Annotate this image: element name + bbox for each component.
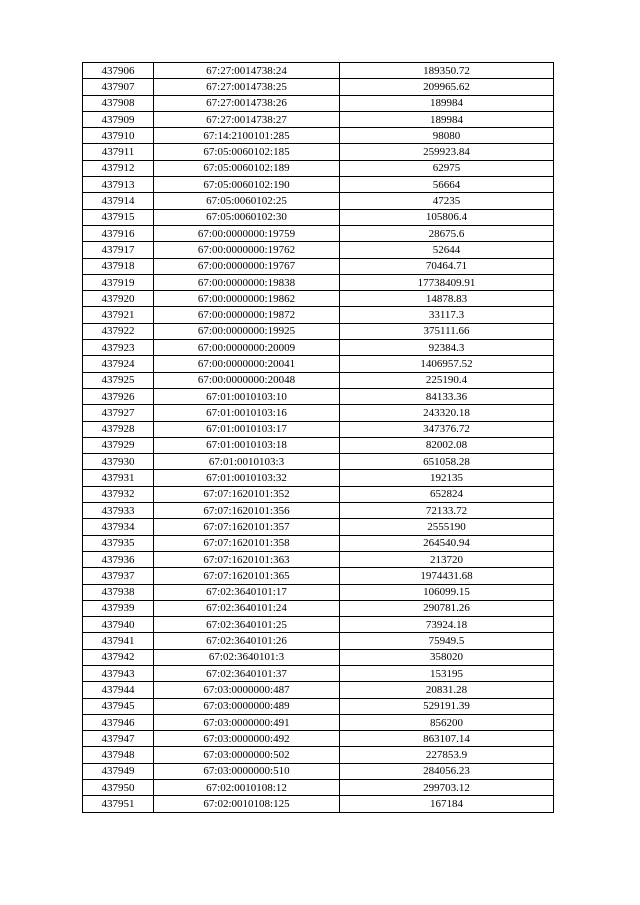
cadastral-number-cell: 67:02:0010108:12 — [154, 780, 340, 796]
table-row — [83, 274, 554, 290]
table-row — [83, 63, 554, 79]
row-number-cell: 437939 — [83, 600, 154, 616]
table-row — [83, 225, 554, 241]
value-cell: 299703.12 — [340, 780, 554, 796]
cadastral-number-cell: 67:02:3640101:25 — [154, 617, 340, 633]
value-cell: 167184 — [340, 796, 554, 812]
cadastral-number-cell: 67:00:0000000:19759 — [154, 225, 340, 241]
cadastral-number-cell: 67:05:0060102:190 — [154, 177, 340, 193]
table-row — [83, 600, 554, 616]
row-number-cell: 437921 — [83, 307, 154, 323]
cadastral-number-cell: 67:01:0010103:17 — [154, 421, 340, 437]
table-row — [83, 356, 554, 372]
row-number-cell: 437935 — [83, 535, 154, 551]
value-cell: 290781.26 — [340, 600, 554, 616]
table-row — [83, 470, 554, 486]
table-row — [83, 617, 554, 633]
table-row — [83, 177, 554, 193]
table-row — [83, 731, 554, 747]
cadastral-number-cell: 67:02:3640101:3 — [154, 649, 340, 665]
row-number-cell: 437931 — [83, 470, 154, 486]
cadastral-number-cell: 67:00:0000000:20009 — [154, 340, 340, 356]
cadastral-number-cell: 67:01:0010103:18 — [154, 437, 340, 453]
value-cell: 14878.83 — [340, 291, 554, 307]
row-number-cell: 437928 — [83, 421, 154, 437]
row-number-cell: 437910 — [83, 128, 154, 144]
cadastral-number-cell: 67:00:0000000:19767 — [154, 258, 340, 274]
value-cell: 82002.08 — [340, 437, 554, 453]
table-row — [83, 258, 554, 274]
cadastral-number-cell: 67:03:0000000:492 — [154, 731, 340, 747]
value-cell: 72133.72 — [340, 503, 554, 519]
table-row — [83, 780, 554, 796]
table-row — [83, 454, 554, 470]
value-cell: 2555190 — [340, 519, 554, 535]
row-number-cell: 437942 — [83, 649, 154, 665]
table-row — [83, 323, 554, 339]
table-row — [83, 144, 554, 160]
value-cell: 651058.28 — [340, 454, 554, 470]
value-cell: 20831.28 — [340, 682, 554, 698]
cadastral-number-cell: 67:07:1620101:363 — [154, 551, 340, 567]
row-number-cell: 437947 — [83, 731, 154, 747]
value-cell: 225190.4 — [340, 372, 554, 388]
value-cell: 47235 — [340, 193, 554, 209]
cadastral-number-cell: 67:27:0014738:24 — [154, 63, 340, 79]
table-row — [83, 307, 554, 323]
row-number-cell: 437951 — [83, 796, 154, 812]
value-cell: 92384.3 — [340, 340, 554, 356]
cadastral-number-cell: 67:00:0000000:20048 — [154, 372, 340, 388]
table-row — [83, 372, 554, 388]
value-cell: 17738409.91 — [340, 274, 554, 290]
row-number-cell: 437923 — [83, 340, 154, 356]
table-row — [83, 79, 554, 95]
value-cell: 98080 — [340, 128, 554, 144]
row-number-cell: 437950 — [83, 780, 154, 796]
value-cell: 189984 — [340, 111, 554, 127]
cadastral-number-cell: 67:27:0014738:27 — [154, 111, 340, 127]
cadastral-number-cell: 67:00:0000000:19872 — [154, 307, 340, 323]
row-number-cell: 437920 — [83, 291, 154, 307]
row-number-cell: 437946 — [83, 714, 154, 730]
table-row — [83, 193, 554, 209]
data-table — [82, 62, 554, 813]
row-number-cell: 437933 — [83, 503, 154, 519]
table-row — [83, 486, 554, 502]
row-number-cell: 437915 — [83, 209, 154, 225]
table-row — [83, 714, 554, 730]
row-number-cell: 437949 — [83, 763, 154, 779]
cadastral-number-cell: 67:01:0010103:16 — [154, 405, 340, 421]
table-row — [83, 340, 554, 356]
row-number-cell: 437929 — [83, 437, 154, 453]
row-number-cell: 437914 — [83, 193, 154, 209]
cadastral-number-cell: 67:03:0000000:487 — [154, 682, 340, 698]
table-row — [83, 209, 554, 225]
table-row — [83, 551, 554, 567]
value-cell: 1406957.52 — [340, 356, 554, 372]
row-number-cell: 437934 — [83, 519, 154, 535]
value-cell: 33117.3 — [340, 307, 554, 323]
value-cell: 56664 — [340, 177, 554, 193]
cadastral-number-cell: 67:01:0010103:10 — [154, 388, 340, 404]
cadastral-number-cell: 67:05:0060102:189 — [154, 160, 340, 176]
value-cell: 284056.23 — [340, 763, 554, 779]
row-number-cell: 437937 — [83, 568, 154, 584]
cadastral-number-cell: 67:03:0000000:489 — [154, 698, 340, 714]
cadastral-number-cell: 67:02:3640101:37 — [154, 665, 340, 681]
cadastral-number-cell: 67:05:0060102:25 — [154, 193, 340, 209]
table-row — [83, 421, 554, 437]
row-number-cell: 437926 — [83, 388, 154, 404]
cadastral-number-cell: 67:07:1620101:358 — [154, 535, 340, 551]
row-number-cell: 437911 — [83, 144, 154, 160]
table-row — [83, 291, 554, 307]
table-row — [83, 682, 554, 698]
cadastral-number-cell: 67:00:0000000:19925 — [154, 323, 340, 339]
cadastral-number-cell: 67:01:0010103:32 — [154, 470, 340, 486]
value-cell: 52644 — [340, 242, 554, 258]
value-cell: 529191.39 — [340, 698, 554, 714]
row-number-cell: 437916 — [83, 225, 154, 241]
cadastral-number-cell: 67:03:0000000:502 — [154, 747, 340, 763]
value-cell: 347376.72 — [340, 421, 554, 437]
table-row — [83, 95, 554, 111]
value-cell: 259923.84 — [340, 144, 554, 160]
table-row — [83, 128, 554, 144]
value-cell: 106099.15 — [340, 584, 554, 600]
table-row — [83, 405, 554, 421]
cadastral-number-cell: 67:00:0000000:19862 — [154, 291, 340, 307]
cadastral-number-cell: 67:00:0000000:19762 — [154, 242, 340, 258]
table-row — [83, 388, 554, 404]
table-row — [83, 568, 554, 584]
value-cell: 153195 — [340, 665, 554, 681]
cadastral-number-cell: 67:05:0060102:30 — [154, 209, 340, 225]
row-number-cell: 437941 — [83, 633, 154, 649]
table-row — [83, 796, 554, 812]
value-cell: 1974431.68 — [340, 568, 554, 584]
cadastral-number-cell: 67:00:0000000:19838 — [154, 274, 340, 290]
row-number-cell: 437930 — [83, 454, 154, 470]
row-number-cell: 437940 — [83, 617, 154, 633]
value-cell: 189984 — [340, 95, 554, 111]
row-number-cell: 437909 — [83, 111, 154, 127]
table-row — [83, 747, 554, 763]
row-number-cell: 437906 — [83, 63, 154, 79]
table-row — [83, 763, 554, 779]
cadastral-number-cell: 67:02:3640101:17 — [154, 584, 340, 600]
table-body — [83, 63, 554, 813]
cadastral-number-cell: 67:05:0060102:185 — [154, 144, 340, 160]
row-number-cell: 437908 — [83, 95, 154, 111]
row-number-cell: 437924 — [83, 356, 154, 372]
cadastral-number-cell: 67:02:0010108:125 — [154, 796, 340, 812]
cadastral-number-cell: 67:27:0014738:25 — [154, 79, 340, 95]
value-cell: 358020 — [340, 649, 554, 665]
value-cell: 62975 — [340, 160, 554, 176]
value-cell: 84133.36 — [340, 388, 554, 404]
row-number-cell: 437943 — [83, 665, 154, 681]
table-row — [83, 519, 554, 535]
cadastral-number-cell: 67:00:0000000:20041 — [154, 356, 340, 372]
value-cell: 28675.6 — [340, 225, 554, 241]
value-cell: 213720 — [340, 551, 554, 567]
value-cell: 863107.14 — [340, 731, 554, 747]
row-number-cell: 437919 — [83, 274, 154, 290]
table-row — [83, 633, 554, 649]
value-cell: 70464.71 — [340, 258, 554, 274]
cadastral-number-cell: 67:01:0010103:3 — [154, 454, 340, 470]
value-cell: 189350.72 — [340, 63, 554, 79]
row-number-cell: 437917 — [83, 242, 154, 258]
value-cell: 73924.18 — [340, 617, 554, 633]
table-row — [83, 535, 554, 551]
table-row — [83, 649, 554, 665]
value-cell: 227853.9 — [340, 747, 554, 763]
value-cell: 375111.66 — [340, 323, 554, 339]
row-number-cell: 437948 — [83, 747, 154, 763]
row-number-cell: 437944 — [83, 682, 154, 698]
cadastral-number-cell: 67:03:0000000:491 — [154, 714, 340, 730]
cadastral-number-cell: 67:02:3640101:26 — [154, 633, 340, 649]
value-cell: 264540.94 — [340, 535, 554, 551]
row-number-cell: 437932 — [83, 486, 154, 502]
row-number-cell: 437927 — [83, 405, 154, 421]
cadastral-number-cell: 67:27:0014738:26 — [154, 95, 340, 111]
table-row — [83, 160, 554, 176]
row-number-cell: 437925 — [83, 372, 154, 388]
value-cell: 243320.18 — [340, 405, 554, 421]
value-cell: 652824 — [340, 486, 554, 502]
cadastral-number-cell: 67:07:1620101:357 — [154, 519, 340, 535]
row-number-cell: 437938 — [83, 584, 154, 600]
row-number-cell: 437912 — [83, 160, 154, 176]
value-cell: 856200 — [340, 714, 554, 730]
table-row — [83, 437, 554, 453]
row-number-cell: 437907 — [83, 79, 154, 95]
cadastral-number-cell: 67:07:1620101:356 — [154, 503, 340, 519]
row-number-cell: 437913 — [83, 177, 154, 193]
row-number-cell: 437922 — [83, 323, 154, 339]
value-cell: 75949.5 — [340, 633, 554, 649]
cadastral-number-cell: 67:14:2100101:285 — [154, 128, 340, 144]
table-row — [83, 698, 554, 714]
value-cell: 105806.4 — [340, 209, 554, 225]
value-cell: 209965.62 — [340, 79, 554, 95]
row-number-cell: 437918 — [83, 258, 154, 274]
cadastral-number-cell: 67:03:0000000:510 — [154, 763, 340, 779]
value-cell: 192135 — [340, 470, 554, 486]
row-number-cell: 437945 — [83, 698, 154, 714]
cadastral-number-cell: 67:02:3640101:24 — [154, 600, 340, 616]
row-number-cell: 437936 — [83, 551, 154, 567]
cadastral-number-cell: 67:07:1620101:352 — [154, 486, 340, 502]
table-row — [83, 111, 554, 127]
table-row — [83, 503, 554, 519]
table-row — [83, 242, 554, 258]
cadastral-number-cell: 67:07:1620101:365 — [154, 568, 340, 584]
table-row — [83, 665, 554, 681]
table-row — [83, 584, 554, 600]
